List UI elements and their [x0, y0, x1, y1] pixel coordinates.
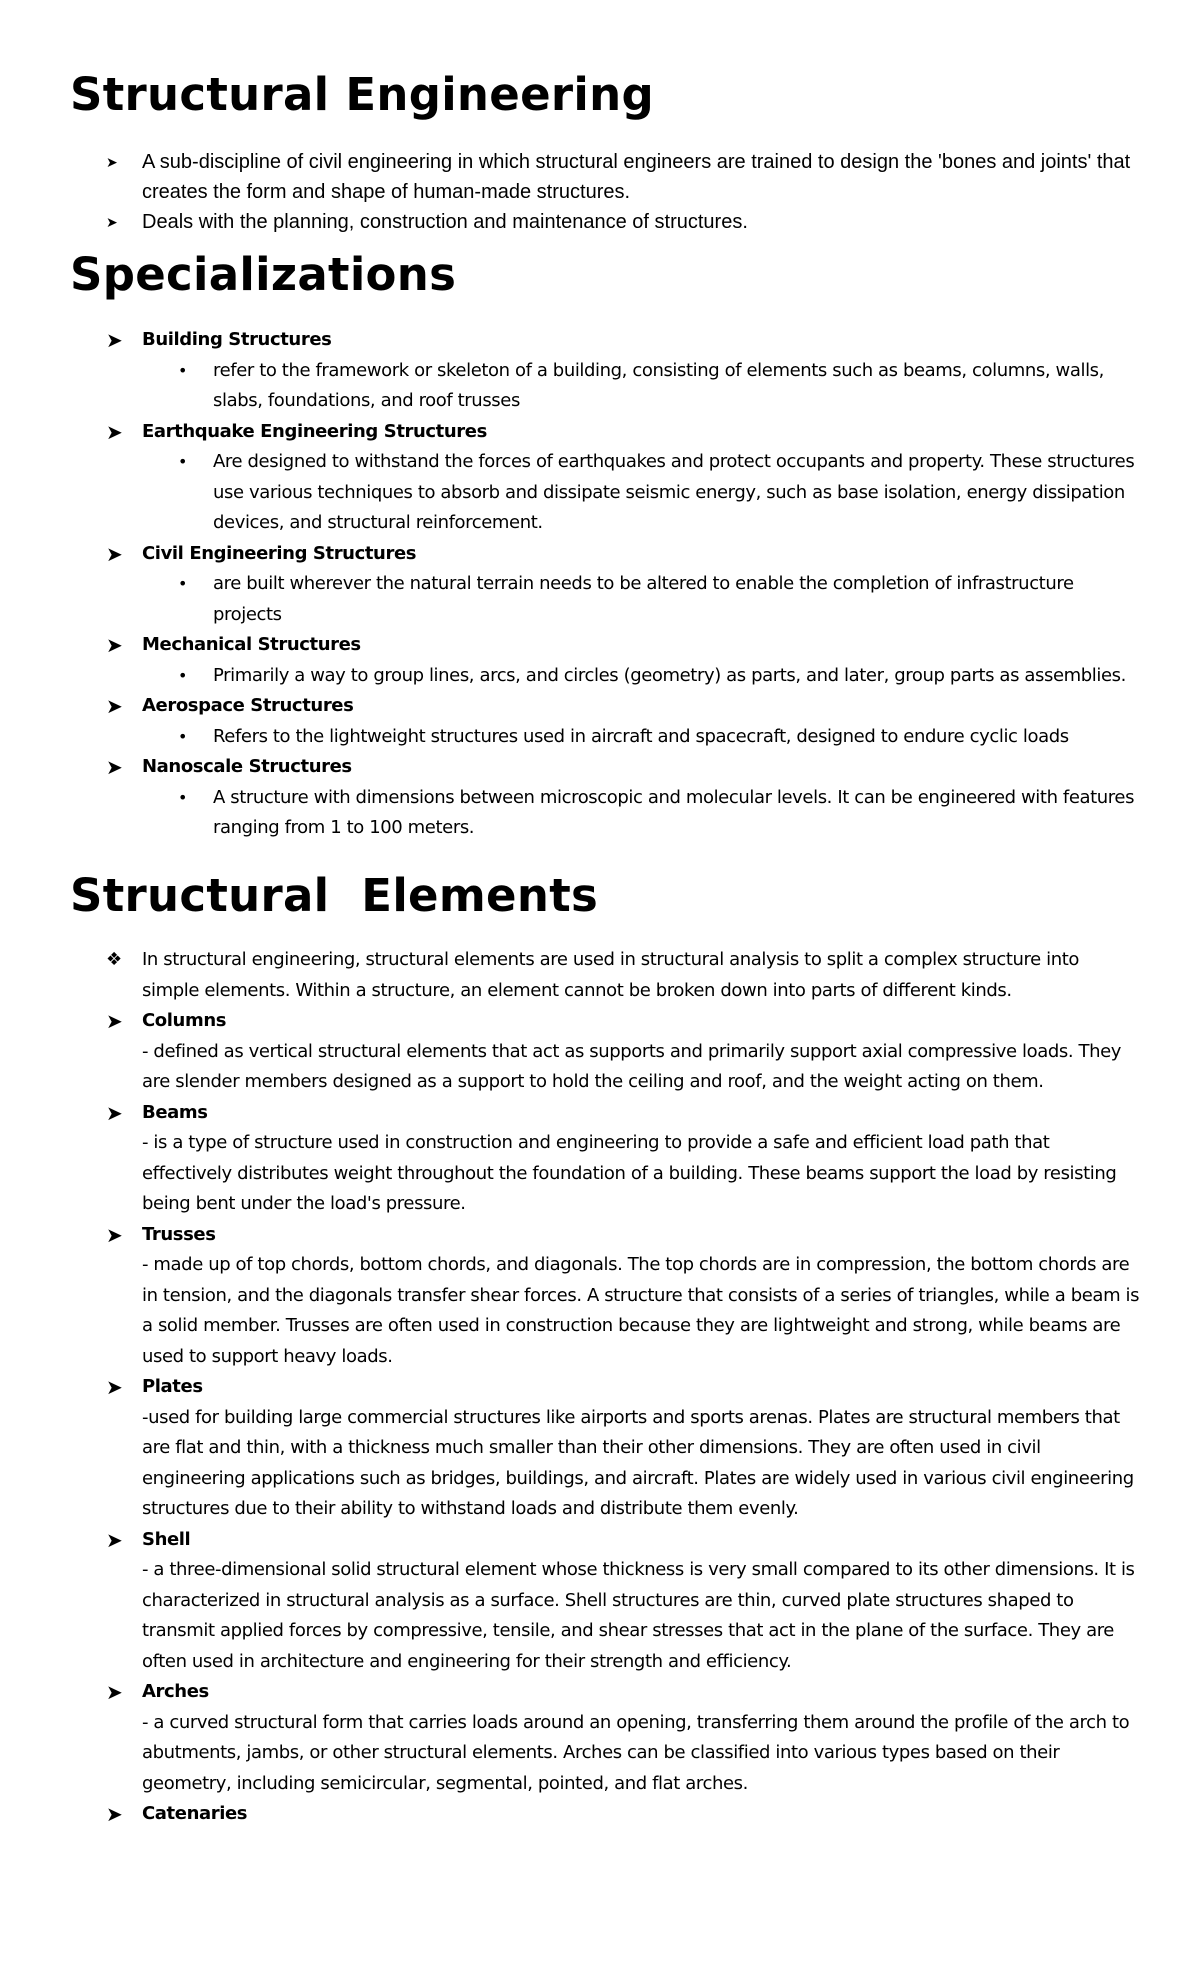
- dot-bullet-icon: •: [178, 452, 188, 471]
- arrowhead-bullet-icon: ➤: [106, 154, 118, 170]
- arrow-bullet-icon: ➤: [106, 1527, 123, 1552]
- element-desc: - is a type of structure used in construction and engineering to provide a safe and efficient load path that effectively distributes weight throughout the foundation of a building. These beams support the load by resisting being bent under the load's pressure.: [142, 1132, 1117, 1214]
- arrow-bullet-icon: ➤: [106, 633, 123, 657]
- element-name: Shell: [142, 1528, 191, 1550]
- specialization-desc: • are built wherever the natural terrain needs to be altered to enable the completion of infrastructure projects: [106, 569, 1141, 630]
- specialization-name: ➤ Civil Engineering Structures: [106, 539, 1141, 570]
- element-name: Columns: [142, 1010, 227, 1031]
- element-name: Beams: [142, 1101, 208, 1123]
- intro-text: Deals with the planning, construction and maintenance of structures.: [142, 211, 748, 233]
- element-item: [106, 1220, 1141, 1373]
- element-desc: -used for building large commercial structures like airports and sports arenas. Plates are structural members that are flat and thin, with a thickness much smaller than their other dimensions. They are often used in civil engineering applications such as bridges, buildings, and aircraft. Plates are widely used in various civil engineering structures due to their ability to withstand loads and distribute them evenly.: [142, 1406, 1134, 1519]
- section-title-structural-elements: Structural Elements: [70, 869, 599, 922]
- arrow-bullet-icon: ➤: [106, 755, 123, 779]
- element-desc: - a three-dimensional solid structural element whose thickness is very small compared to its other dimensions. It is characterized in structural analysis as a surface. Shell structures are thin, curved plate structures shaped to transmit applied forces by compressive, tensile, and shear stresses that act in the plane of the surface. They are often used in architecture and engineering for their strength and efficiency.: [142, 1559, 1135, 1672]
- element-name: Plates: [142, 1376, 203, 1397]
- element-name: Catenaries: [142, 1803, 248, 1824]
- dot-bullet-icon: •: [178, 726, 188, 746]
- element-item: [106, 1006, 1141, 1098]
- arrow-bullet-icon: ➤: [106, 419, 123, 444]
- dot-bullet-icon: •: [178, 665, 188, 685]
- element-item: [106, 1799, 1141, 1830]
- arrow-bullet-icon: ➤: [106, 1222, 123, 1247]
- elements-intro: ❖ In structural engineering, structural elements are used in structural analysis to split a complex structure into simple elements. Within a structure, an element cannot be broken down into parts of different kinds.: [106, 945, 1141, 1006]
- specialization-name: ➤ Earthquake Engineering Structures: [106, 417, 1141, 448]
- specialization-desc: • A structure with dimensions between microscopic and molecular levels. It can be engineered with features ranging from 1 to 100 meters.: [106, 783, 1141, 844]
- specialization-desc: • Are designed to withstand the forces of earthquakes and protect occupants and property. These structures use various techniques to absorb and dissipate seismic energy, such as base isolation, energy dissipation devices, and structural reinforcement.: [106, 447, 1141, 539]
- specialization-name: ➤ Aerospace Structures: [106, 691, 1141, 722]
- specialization-desc: • Refers to the lightweight structures used in aircraft and spacecraft, designed to endure cyclic loads: [106, 722, 1141, 753]
- list-item: [106, 207, 1146, 237]
- arrow-bullet-icon: ➤: [106, 1375, 123, 1399]
- dot-bullet-icon: •: [178, 787, 188, 807]
- list-item: [106, 147, 1146, 207]
- element-item: [106, 1525, 1141, 1678]
- structural-elements-list: [106, 945, 1141, 1830]
- arrow-bullet-icon: ➤: [106, 541, 123, 566]
- specialization-desc: • Primarily a way to group lines, arcs, and circles (geometry) as parts, and later, group parts as assemblies.: [106, 661, 1141, 692]
- arrow-bullet-icon: ➤: [106, 1680, 123, 1704]
- diamond-bullet-icon: ❖: [106, 949, 122, 970]
- element-name: Trusses: [142, 1223, 216, 1245]
- element-item: [106, 1372, 1141, 1525]
- element-desc: - a curved structural form that carries loads around an opening, transferring them around the profile of the arch to abutments, jambs, or other structural elements. Arches can be classified into various types based on their geometry, including semicircular, segmental, pointed, and flat arches.: [142, 1711, 1130, 1794]
- element-desc: - made up of top chords, bottom chords, and diagonals. The top chords are in compression, the bottom chords are in tension, and the diagonals transfer shear forces. A structure that consists of a series of triangles, while a beam is a solid member. Trusses are often used in construction because they are lightweight and strong, while beams are used to support heavy loads.: [142, 1254, 1140, 1367]
- dot-bullet-icon: •: [178, 574, 188, 593]
- element-desc: - defined as vertical structural elements that act as supports and primarily support axial compressive loads. They are slender members designed as a support to hold the ceiling and roof, and the weight acting on them.: [142, 1040, 1122, 1092]
- element-name: Arches: [142, 1681, 209, 1702]
- page-title: Structural Engineering: [70, 68, 654, 121]
- intro-list: [106, 147, 1146, 237]
- arrow-bullet-icon: ➤: [106, 1802, 123, 1826]
- specializations-list: [106, 325, 1141, 844]
- arrow-bullet-icon: ➤: [106, 1009, 123, 1033]
- specialization-desc: • refer to the framework or skeleton of a building, consisting of elements such as beams, columns, walls, slabs, foundations, and roof trusses: [106, 356, 1141, 417]
- element-item: [106, 1677, 1141, 1799]
- element-item: [106, 1098, 1141, 1220]
- arrow-bullet-icon: ➤: [106, 1100, 123, 1125]
- arrow-bullet-icon: ➤: [106, 694, 123, 718]
- dot-bullet-icon: •: [178, 360, 188, 380]
- arrowhead-bullet-icon: ➤: [106, 214, 118, 230]
- specialization-name: ➤ Nanoscale Structures: [106, 752, 1141, 783]
- intro-text: A sub-discipline of civil engineering in which structural engineers are trained to design the 'bones and joints' that creates the form and shape of human-made structures.: [142, 151, 1131, 203]
- arrow-bullet-icon: ➤: [106, 328, 123, 352]
- section-title-specializations: Specializations: [70, 248, 457, 301]
- specialization-name: ➤ Building Structures: [106, 325, 1141, 356]
- specialization-name: ➤ Mechanical Structures: [106, 630, 1141, 661]
